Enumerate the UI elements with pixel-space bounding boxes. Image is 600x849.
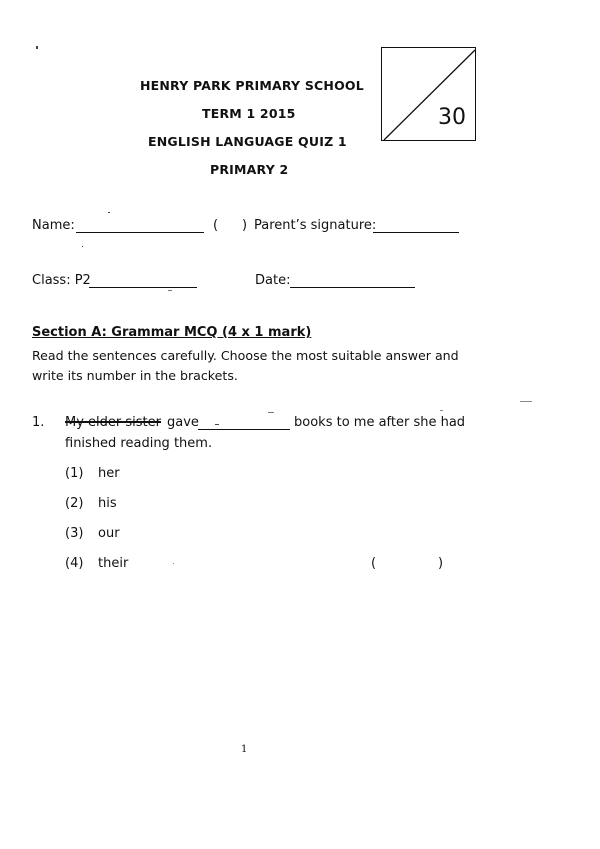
quiz-title: ENGLISH LANGUAGE QUIZ 1 [148,134,347,149]
level-label: PRIMARY 2 [210,162,289,177]
answer-open-bracket: ( [371,556,377,571]
section-title: Section A: Grammar MCQ (4 x 1 mark) [32,325,312,340]
question-stem-part-2: books to me after she had [294,415,466,430]
name-label: Name: [32,218,75,233]
instructions-line-1: Read the sentences carefully. Choose the most suitable answer and [32,348,459,363]
scan-speck [36,46,38,49]
option-2-text: his [98,496,117,511]
scan-speck [520,401,532,402]
answer-close-bracket: ) [438,556,444,571]
option-4-number: (4) [65,556,84,571]
scan-speck [82,246,83,247]
question-stem-part-1: gave [167,415,199,430]
score-value: 30 [438,105,466,130]
school-name: HENRY PARK PRIMARY SCHOOL [140,78,364,93]
instructions-line-2: write its number in the brackets. [32,368,238,383]
scan-speck [440,410,443,411]
option-1-text: her [98,466,120,481]
page-number: 1 [241,744,248,755]
option-2-number: (2) [65,496,84,511]
class-label: Class: P2 [32,273,91,288]
date-field[interactable] [290,287,415,288]
parent-signature-field[interactable] [373,232,459,233]
term-label: TERM 1 2015 [202,106,296,121]
class-field[interactable] [89,287,197,288]
question-number: 1. [32,415,45,430]
scan-speck [215,424,219,425]
score-box [381,47,476,141]
scan-speck [168,290,172,291]
name-field[interactable] [76,232,204,233]
scan-speck [268,412,274,413]
parent-signature-label: Parent’s signature: [254,218,377,233]
option-3-number: (3) [65,526,84,541]
question-blank[interactable] [198,429,290,430]
option-3-text: our [98,526,120,541]
question-struck-text: My elder sister [65,415,161,430]
register-number-open-bracket: ( [213,218,219,233]
scan-speck [173,563,174,564]
scan-speck [108,212,110,213]
date-label: Date: [255,273,291,288]
question-stem-line-2: finished reading them. [65,436,213,451]
register-number-close-bracket: ) [242,218,248,233]
option-1-number: (1) [65,466,84,481]
option-4-text: their [98,556,129,571]
